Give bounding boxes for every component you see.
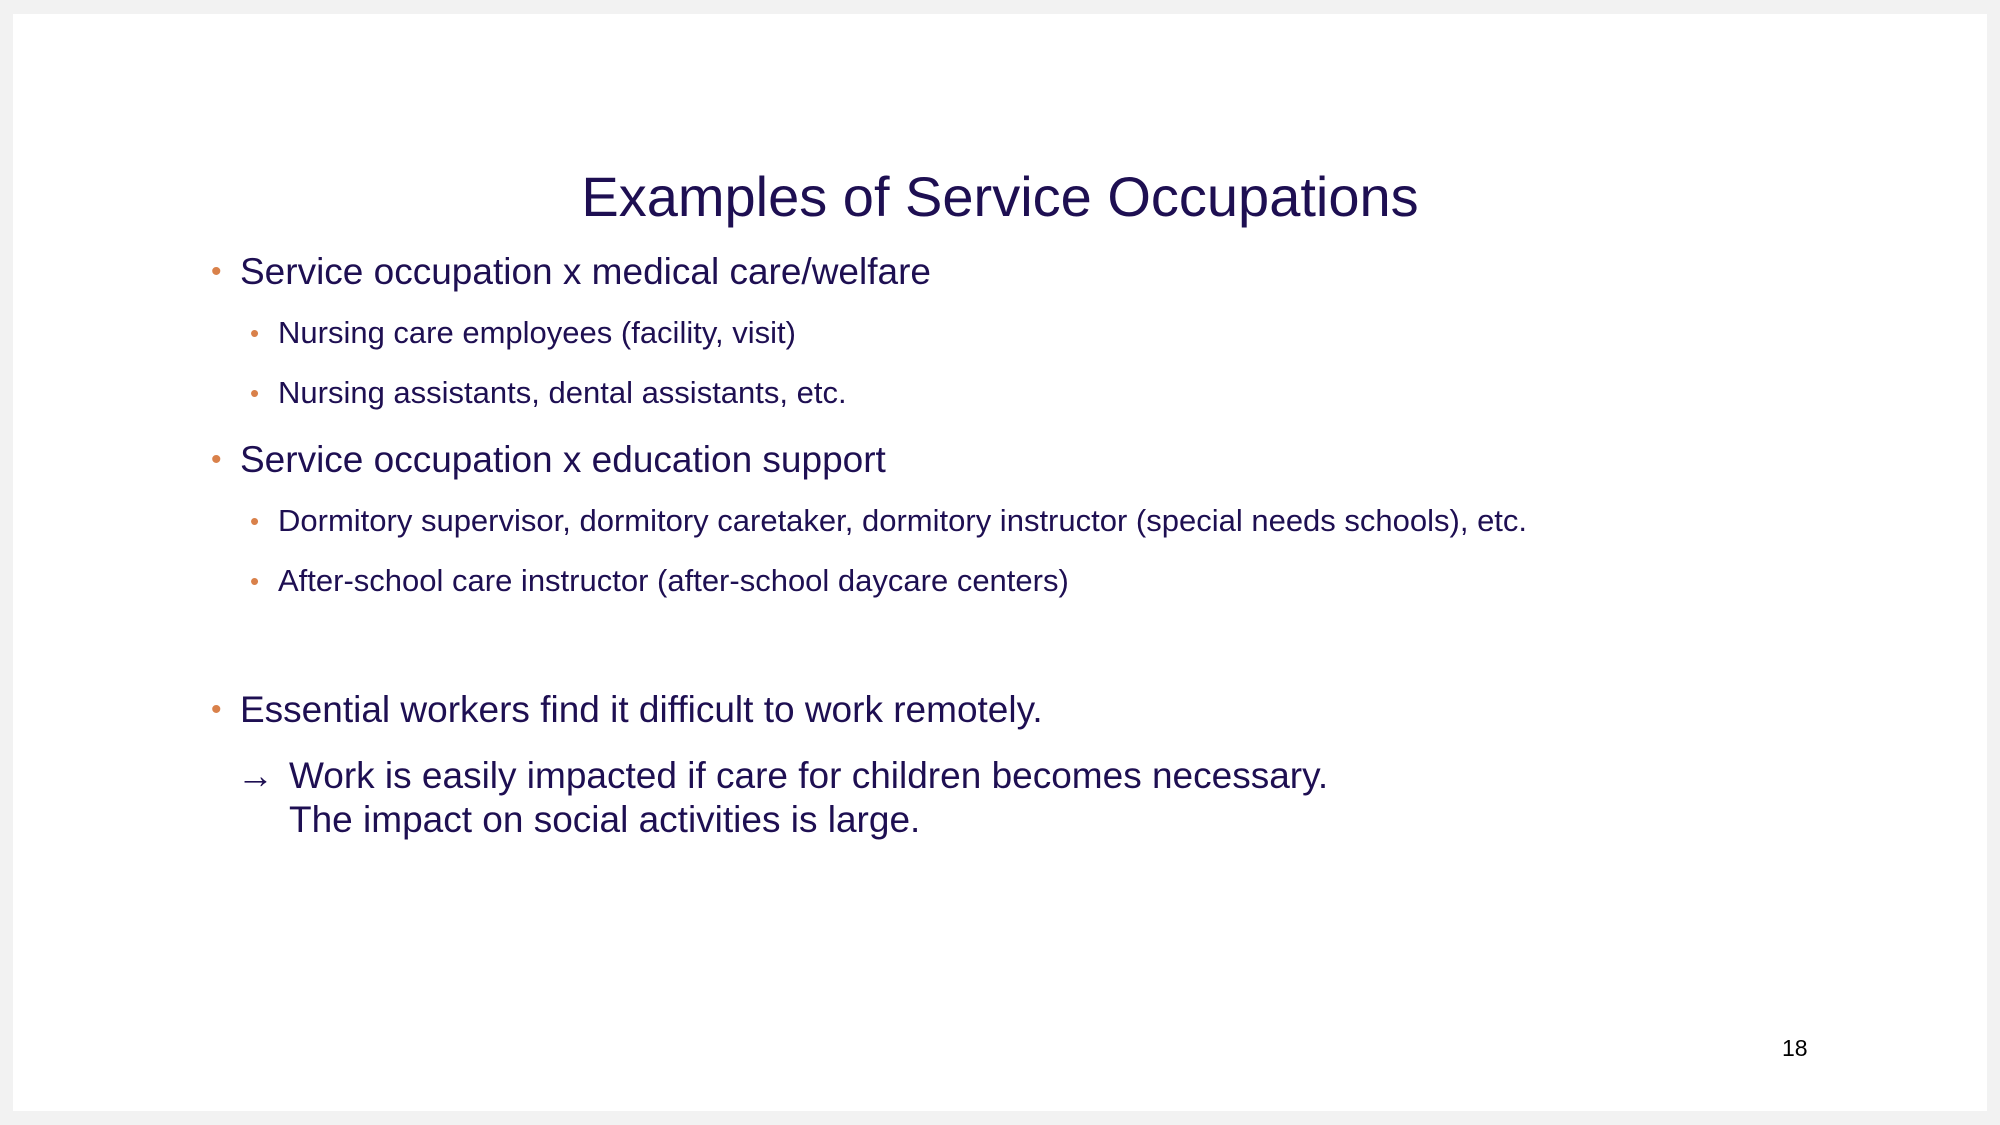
slide bbox=[13, 14, 1987, 1111]
sub-bullet-nursing-assistants bbox=[250, 374, 847, 412]
bullet-dot-icon: • bbox=[211, 693, 222, 726]
bullet-dot-icon: • bbox=[211, 255, 222, 288]
sub-bullet-dormitory bbox=[250, 502, 1528, 540]
bullet-education-support bbox=[211, 438, 886, 482]
bullet-text: Service occupation x medical care/welfare bbox=[240, 251, 931, 292]
conclusion-line-2: The impact on social activities is large. bbox=[289, 799, 921, 840]
bullet-text: Service occupation x education support bbox=[240, 439, 886, 480]
arrow-right-icon: → bbox=[237, 755, 274, 796]
slide-content bbox=[13, 14, 1987, 1111]
bullet-dot-icon: • bbox=[250, 378, 260, 408]
bullet-medical-care bbox=[211, 250, 931, 294]
bullet-dot-icon: • bbox=[250, 506, 260, 536]
page-number: 18 bbox=[1782, 1035, 1808, 1061]
sub-bullet-text: Dormitory supervisor, dormitory caretaker, dormitory instructor (special needs schools), etc. bbox=[278, 503, 1528, 538]
bullet-text: Essential workers find it difficult to work remotely. bbox=[240, 689, 1043, 730]
bullet-dot-icon: • bbox=[211, 443, 222, 476]
sub-bullet-text: Nursing assistants, dental assistants, etc. bbox=[278, 375, 847, 410]
sub-bullet-text: Nursing care employees (facility, visit) bbox=[278, 315, 796, 350]
slide-title: Examples of Service Occupations bbox=[581, 165, 1419, 228]
sub-bullet-after-school bbox=[250, 562, 1069, 600]
bullet-dot-icon: • bbox=[250, 318, 260, 348]
sub-bullet-text: After-school care instructor (after-school daycare centers) bbox=[278, 563, 1069, 598]
bullet-essential-workers bbox=[211, 688, 1043, 732]
sub-bullet-nursing-care bbox=[250, 314, 796, 352]
conclusion-line-1: Work is easily impacted if care for children becomes necessary. bbox=[289, 755, 1329, 796]
conclusion-text bbox=[289, 754, 1328, 842]
bullet-dot-icon: • bbox=[250, 566, 260, 596]
